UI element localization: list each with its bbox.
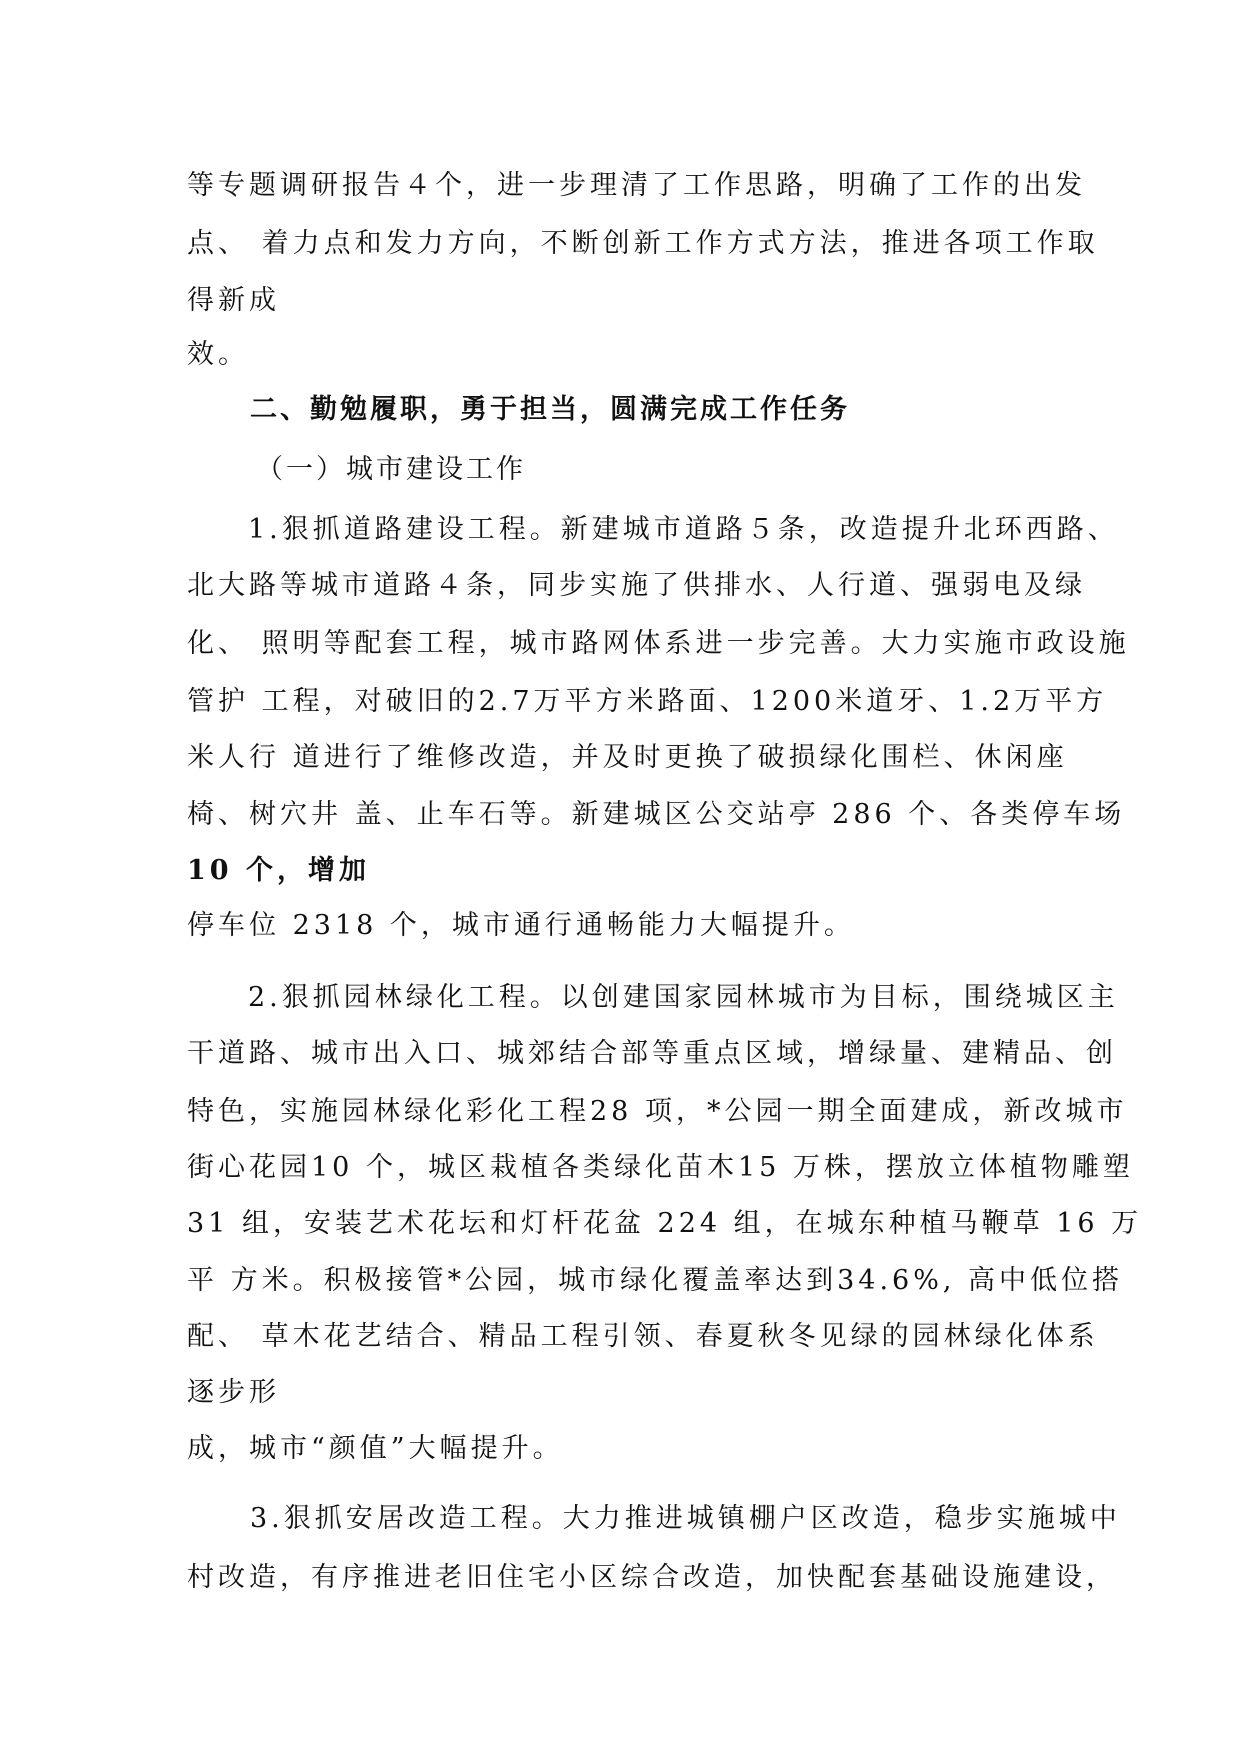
section-heading: 二、勤勉履职，勇于担当，圆满完成工作任务 xyxy=(250,394,850,425)
paragraph-line: 点、 着力点和发力方向，不断创新工作方式方法，推进各项工作取 xyxy=(187,228,1099,259)
paragraph-line: 北大路等城市道路４条，同步实施了供排水、人行道、强弱电及绿 xyxy=(187,570,1086,601)
paragraph-line: 3.狠抓安居改造工程。大力推进城镇棚户区改造，稳步实施城中 xyxy=(250,1503,1121,1534)
paragraph-line: 成，城市“颜值”大幅提升。 xyxy=(187,1433,564,1464)
paragraph-line: 10 个，增加 xyxy=(187,855,370,886)
paragraph-line: 停车位 2318 个，城市通行通畅能力大幅提升。 xyxy=(187,910,855,941)
paragraph-line: 平 方米。积极接管*公园，城市绿化覆盖率达到34.6%, 高中低位搭 xyxy=(187,1265,1124,1296)
paragraph-line: 干道路、城市出入口、城郊结合部等重点区域，增绿量、建精品、创 xyxy=(187,1038,1117,1069)
paragraph-line: 2.狠抓园林绿化工程。以创建国家园林城市为目标，围绕城区主 xyxy=(248,982,1119,1013)
paragraph-line: 化、 照明等配套工程，城市路网体系进一步完善。大力实施市政设施 xyxy=(187,628,1130,659)
paragraph-line: 村改造，有序推进老旧住宅小区综合改造，加快配套基础设施建设， xyxy=(187,1562,1117,1593)
paragraph-line: 效。 xyxy=(187,339,249,370)
paragraph-line: 街心花园10 个，城区栽植各类绿化苗木15 万株，摆放立体植物雕塑 xyxy=(187,1152,1134,1183)
paragraph-line: 31 组，安装艺术花坛和灯杆花盆 224 组，在城东种植马鞭草 16 万 xyxy=(187,1208,1143,1239)
paragraph-line: 得新成 xyxy=(187,285,280,316)
paragraph-line: 米人行 道进行了维修改造，并及时更换了破损绿化围栏、休闲座 xyxy=(187,742,1068,773)
paragraph-line: 逐步形 xyxy=(187,1377,280,1408)
paragraph-line: 管护 工程，对破旧的2.7万平方米路面、1200米道牙、1.2万平方 xyxy=(187,686,1108,717)
paragraph-line: 1.狠抓道路建设工程。新建城市道路５条，改造提升北环西路、 xyxy=(248,514,1119,545)
paragraph-line: 等专题调研报告４个，进一步理清了工作思路，明确了工作的出发 xyxy=(187,170,1086,201)
paragraph-line: 特色，实施园林绿化彩化工程28 项，*公园一期全面建成，新改城市 xyxy=(187,1096,1128,1127)
subsection-heading: （一）城市建设工作 xyxy=(256,454,526,485)
paragraph-line: 配、 草木花艺结合、精品工程引领、春夏秋冬见绿的园林绿化体系 xyxy=(187,1321,1099,1352)
paragraph-line: 椅、树穴井 盖、止车石等。新建城区公交站亭 286 个、各类停车场 xyxy=(187,799,1126,830)
